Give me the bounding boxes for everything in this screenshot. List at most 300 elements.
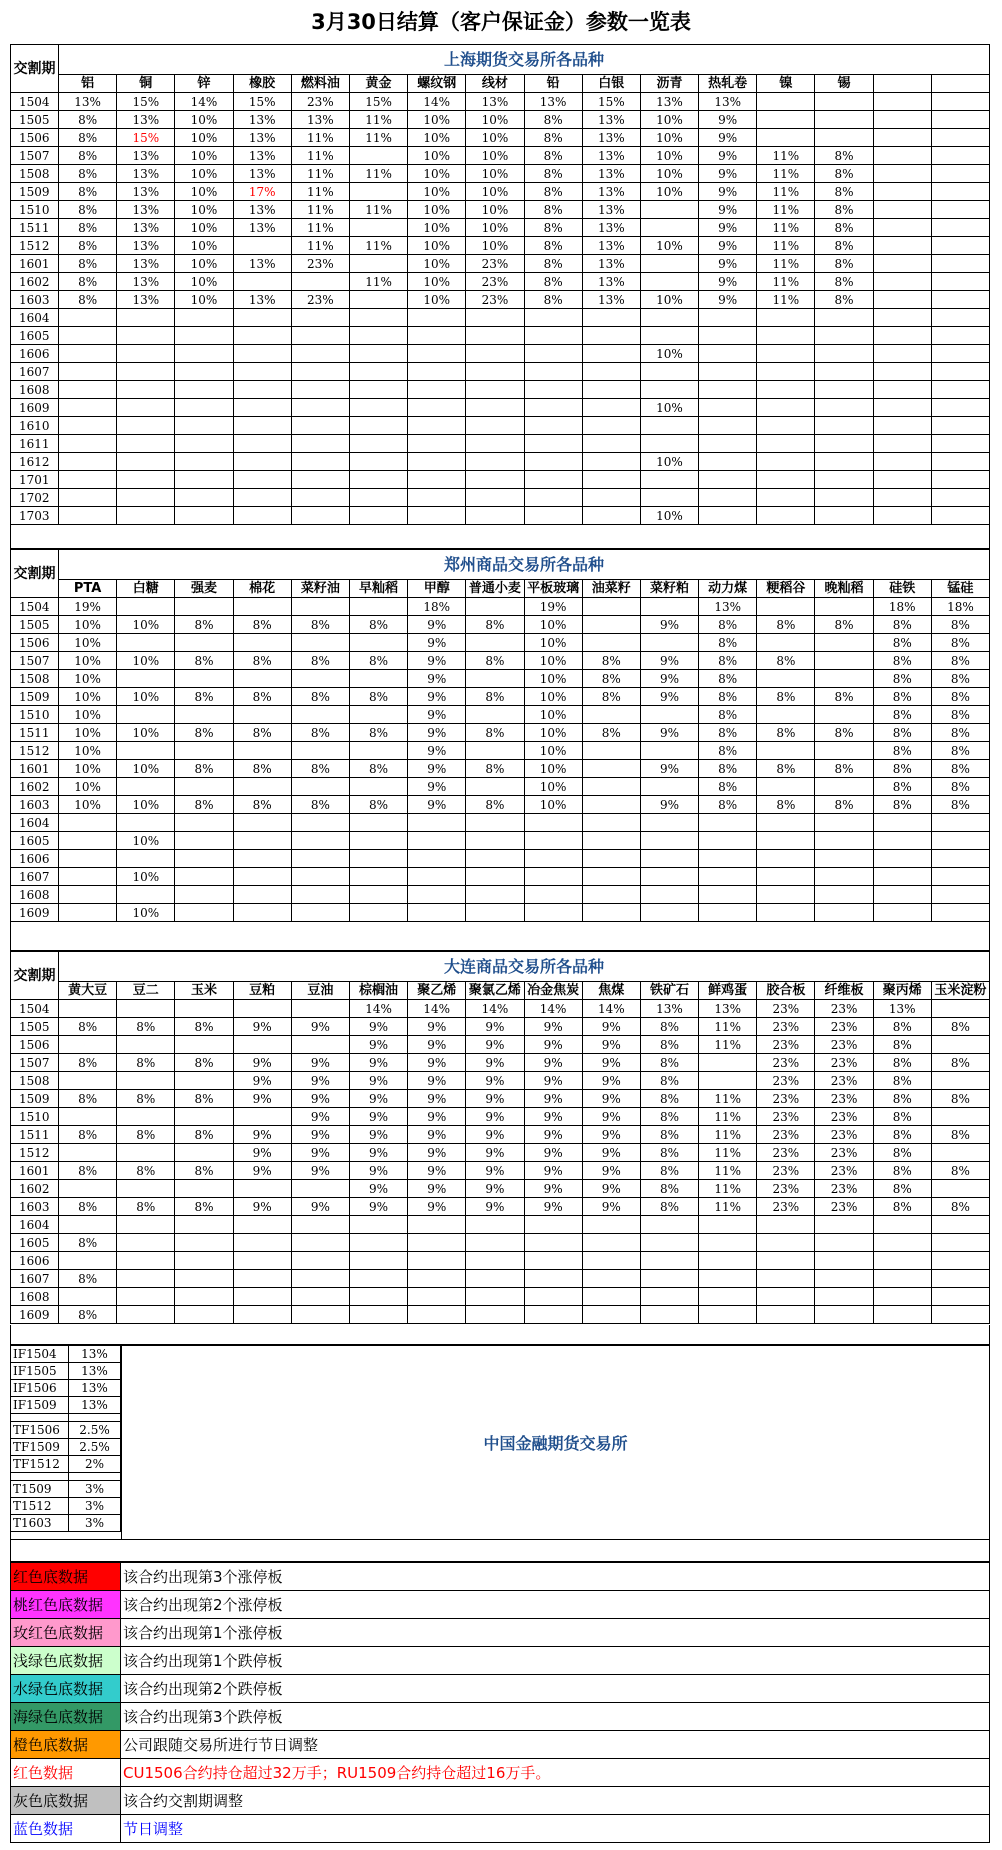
margin-cell xyxy=(233,309,291,327)
margin-cell: 9% xyxy=(408,760,466,778)
margin-cell xyxy=(117,417,175,435)
margin-cell xyxy=(291,363,349,381)
margin-cell xyxy=(815,1270,873,1288)
margin-cell xyxy=(408,309,466,327)
margin-cell: 11% xyxy=(757,183,815,201)
margin-cell xyxy=(466,1288,524,1306)
margin-cell xyxy=(757,453,815,471)
margin-cell xyxy=(175,1288,233,1306)
margin-cell: 8% xyxy=(59,237,117,255)
section-gap xyxy=(10,519,990,549)
table-row xyxy=(11,886,990,904)
legend-label: 蓝色数据 xyxy=(11,1815,121,1843)
margin-cell: 10% xyxy=(59,760,117,778)
margin-cell xyxy=(873,850,931,868)
margin-cell xyxy=(117,742,175,760)
table-row xyxy=(11,814,990,832)
margin-cell: 8% xyxy=(815,760,873,778)
margin-cell xyxy=(815,868,873,886)
margin-cell: 8% xyxy=(59,1126,117,1144)
margin-cell: 8% xyxy=(175,796,233,814)
margin-cell xyxy=(466,868,524,886)
margin-cell xyxy=(757,1288,815,1306)
margin-cell xyxy=(757,309,815,327)
margin-cell: 10% xyxy=(117,760,175,778)
margin-cell xyxy=(291,598,349,616)
margin-cell: 10% xyxy=(524,670,582,688)
margin-cell: 8% xyxy=(59,1270,117,1288)
column-header: 玉米 xyxy=(175,982,233,1000)
delivery-month: 1609 xyxy=(11,1306,59,1324)
margin-cell xyxy=(582,598,640,616)
margin-cell xyxy=(582,327,640,345)
margin-cell xyxy=(931,129,989,147)
margin-cell: 8% xyxy=(59,1234,117,1252)
margin-cell: 11% xyxy=(349,129,407,147)
margin-cell xyxy=(466,850,524,868)
margin-cell: 9% xyxy=(582,1036,640,1054)
margin-cell xyxy=(466,1270,524,1288)
margin-cell xyxy=(524,1270,582,1288)
margin-cell xyxy=(757,742,815,760)
margin-cell: 8% xyxy=(175,1090,233,1108)
margin-cell xyxy=(640,363,698,381)
margin-cell xyxy=(699,1054,757,1072)
table-row xyxy=(11,1270,990,1288)
margin-cell xyxy=(291,1036,349,1054)
margin-cell: 8% xyxy=(117,1162,175,1180)
delivery-month: 1703 xyxy=(11,507,59,525)
delivery-month: 1505 xyxy=(11,111,59,129)
table-row xyxy=(11,111,990,129)
margin-cell: 13% xyxy=(117,165,175,183)
margin-cell xyxy=(291,814,349,832)
legend-label: 浅绿色底数据 xyxy=(11,1647,121,1675)
table-row xyxy=(11,1072,990,1090)
margin-cell: 11% xyxy=(699,1126,757,1144)
margin-cell xyxy=(699,1072,757,1090)
margin-cell xyxy=(640,1252,698,1270)
margin-cell xyxy=(59,1288,117,1306)
margin-cell: 10% xyxy=(640,183,698,201)
margin-cell xyxy=(873,435,931,453)
margin-cell xyxy=(931,1306,989,1324)
margin-cell: 13% xyxy=(582,201,640,219)
column-header: 铜 xyxy=(117,75,175,93)
margin-cell: 15% xyxy=(117,93,175,111)
margin-cell xyxy=(815,886,873,904)
margin-cell: 9% xyxy=(233,1144,291,1162)
margin-cell xyxy=(757,435,815,453)
margin-cell: 10% xyxy=(466,219,524,237)
margin-cell: 8% xyxy=(524,129,582,147)
margin-cell xyxy=(175,598,233,616)
margin-cell: 10% xyxy=(466,129,524,147)
column-header: 聚氯乙烯 xyxy=(466,982,524,1000)
margin-cell: 14% xyxy=(349,1000,407,1018)
legend-label: 红色数据 xyxy=(11,1759,121,1787)
margin-cell xyxy=(175,778,233,796)
delivery-month: 1504 xyxy=(11,93,59,111)
margin-cell xyxy=(233,327,291,345)
margin-cell xyxy=(349,1216,407,1234)
margin-cell: 10% xyxy=(524,796,582,814)
margin-cell xyxy=(466,634,524,652)
margin-cell: 13% xyxy=(233,219,291,237)
delivery-month: 1508 xyxy=(11,670,59,688)
margin-cell: 8% xyxy=(524,219,582,237)
delivery-month: 1610 xyxy=(11,417,59,435)
cffex-contract-code: IF1504 xyxy=(11,1346,69,1363)
margin-cell xyxy=(931,417,989,435)
table-row xyxy=(11,598,990,616)
margin-cell xyxy=(699,1288,757,1306)
margin-cell xyxy=(117,670,175,688)
delivery-period-label: 交割期 xyxy=(11,550,59,598)
margin-cell xyxy=(815,904,873,922)
margin-cell xyxy=(466,778,524,796)
margin-cell: 13% xyxy=(699,93,757,111)
margin-cell: 13% xyxy=(117,237,175,255)
table-row xyxy=(11,724,990,742)
margin-cell: 8% xyxy=(175,1054,233,1072)
margin-cell: 23% xyxy=(291,255,349,273)
margin-cell xyxy=(873,363,931,381)
margin-cell xyxy=(524,471,582,489)
margin-cell xyxy=(640,868,698,886)
margin-cell xyxy=(233,1036,291,1054)
margin-cell: 13% xyxy=(582,165,640,183)
margin-cell xyxy=(931,147,989,165)
margin-cell xyxy=(175,417,233,435)
legend-description: 该合约出现第3个跌停板 xyxy=(121,1703,990,1731)
table-row xyxy=(11,345,990,363)
margin-cell: 19% xyxy=(59,598,117,616)
margin-cell: 8% xyxy=(815,237,873,255)
delivery-month: 1605 xyxy=(11,1234,59,1252)
margin-cell: 9% xyxy=(291,1054,349,1072)
margin-cell: 8% xyxy=(640,1162,698,1180)
margin-cell: 10% xyxy=(175,165,233,183)
margin-cell: 8% xyxy=(873,1018,931,1036)
column-header: 铁矿石 xyxy=(640,982,698,1000)
column-header: 黄大豆 xyxy=(59,982,117,1000)
margin-cell xyxy=(524,1234,582,1252)
margin-cell: 10% xyxy=(59,706,117,724)
margin-cell xyxy=(466,832,524,850)
margin-cell: 11% xyxy=(699,1108,757,1126)
margin-cell xyxy=(873,868,931,886)
margin-cell: 10% xyxy=(175,201,233,219)
margin-cell: 8% xyxy=(931,634,989,652)
margin-cell: 8% xyxy=(349,724,407,742)
margin-cell: 10% xyxy=(524,742,582,760)
margin-cell: 9% xyxy=(408,1018,466,1036)
margin-cell xyxy=(117,1252,175,1270)
margin-cell: 10% xyxy=(408,255,466,273)
margin-cell xyxy=(815,327,873,345)
margin-cell xyxy=(59,814,117,832)
margin-cell xyxy=(117,1288,175,1306)
column-header: 豆油 xyxy=(291,982,349,1000)
margin-cell xyxy=(291,868,349,886)
margin-cell xyxy=(466,1216,524,1234)
margin-cell xyxy=(291,670,349,688)
table-row xyxy=(11,1036,990,1054)
margin-cell xyxy=(757,868,815,886)
margin-cell: 8% xyxy=(757,616,815,634)
table-row xyxy=(11,1054,990,1072)
margin-cell xyxy=(931,1288,989,1306)
margin-cell: 13% xyxy=(582,129,640,147)
margin-cell xyxy=(466,814,524,832)
delivery-month: 1607 xyxy=(11,1270,59,1288)
margin-cell xyxy=(291,778,349,796)
margin-cell: 8% xyxy=(640,1036,698,1054)
legend-label: 灰色底数据 xyxy=(11,1787,121,1815)
cffex-contract-code: IF1505 xyxy=(11,1363,69,1380)
margin-cell xyxy=(931,1180,989,1198)
margin-cell: 8% xyxy=(699,670,757,688)
margin-cell xyxy=(640,219,698,237)
delivery-month: 1609 xyxy=(11,904,59,922)
column-header: 冶金焦炭 xyxy=(524,982,582,1000)
margin-cell xyxy=(117,1000,175,1018)
delivery-month: 1702 xyxy=(11,489,59,507)
margin-cell: 10% xyxy=(640,291,698,309)
delivery-month: 1611 xyxy=(11,435,59,453)
margin-cell: 8% xyxy=(873,616,931,634)
margin-cell xyxy=(757,129,815,147)
margin-cell xyxy=(117,435,175,453)
margin-cell xyxy=(524,832,582,850)
margin-cell xyxy=(466,598,524,616)
cffex-contract-code: T1509 xyxy=(11,1481,69,1498)
margin-cell xyxy=(59,1252,117,1270)
margin-cell xyxy=(291,309,349,327)
margin-cell xyxy=(349,1234,407,1252)
margin-cell xyxy=(349,598,407,616)
margin-cell xyxy=(59,471,117,489)
margin-cell xyxy=(815,598,873,616)
table-row xyxy=(11,1288,990,1306)
margin-cell xyxy=(931,471,989,489)
margin-cell: 9% xyxy=(408,724,466,742)
section-gap xyxy=(10,1540,990,1562)
margin-cell xyxy=(815,435,873,453)
margin-cell xyxy=(466,381,524,399)
delivery-month: 1507 xyxy=(11,147,59,165)
margin-cell xyxy=(117,1306,175,1324)
margin-cell: 9% xyxy=(291,1072,349,1090)
margin-cell xyxy=(466,1234,524,1252)
column-header: 强麦 xyxy=(175,580,233,598)
margin-cell xyxy=(291,742,349,760)
margin-cell xyxy=(582,471,640,489)
margin-cell: 8% xyxy=(524,183,582,201)
margin-cell: 8% xyxy=(59,219,117,237)
margin-cell xyxy=(291,1288,349,1306)
margin-cell xyxy=(873,453,931,471)
legend-description: 该合约出现第1个跌停板 xyxy=(121,1647,990,1675)
margin-cell: 23% xyxy=(757,1054,815,1072)
margin-cell: 13% xyxy=(582,255,640,273)
margin-cell xyxy=(640,814,698,832)
column-header: 聚丙烯 xyxy=(873,982,931,1000)
margin-cell xyxy=(699,1216,757,1234)
margin-cell xyxy=(117,1144,175,1162)
delivery-month: 1608 xyxy=(11,381,59,399)
table-row xyxy=(11,381,990,399)
margin-cell: 10% xyxy=(640,147,698,165)
margin-cell: 13% xyxy=(233,165,291,183)
margin-cell: 8% xyxy=(757,760,815,778)
margin-cell: 13% xyxy=(640,93,698,111)
margin-cell: 14% xyxy=(524,1000,582,1018)
margin-cell: 8% xyxy=(59,1090,117,1108)
margin-cell xyxy=(233,742,291,760)
margin-cell: 9% xyxy=(640,688,698,706)
margin-cell: 8% xyxy=(59,129,117,147)
margin-cell: 8% xyxy=(931,778,989,796)
margin-cell xyxy=(873,147,931,165)
table-row xyxy=(11,129,990,147)
margin-cell xyxy=(931,363,989,381)
margin-cell: 8% xyxy=(815,724,873,742)
margin-cell xyxy=(524,868,582,886)
margin-cell: 10% xyxy=(175,219,233,237)
margin-cell xyxy=(757,832,815,850)
margin-cell xyxy=(349,634,407,652)
margin-cell xyxy=(582,381,640,399)
margin-cell: 11% xyxy=(699,1090,757,1108)
margin-cell: 8% xyxy=(873,1180,931,1198)
margin-cell xyxy=(815,93,873,111)
legend-row xyxy=(11,1759,990,1787)
margin-cell: 11% xyxy=(291,201,349,219)
margin-cell: 19% xyxy=(524,598,582,616)
margin-cell: 8% xyxy=(873,796,931,814)
margin-cell: 10% xyxy=(408,129,466,147)
margin-cell: 9% xyxy=(291,1126,349,1144)
margin-cell: 9% xyxy=(699,201,757,219)
column-header: 锡 xyxy=(815,75,873,93)
margin-cell: 23% xyxy=(466,255,524,273)
margin-cell: 9% xyxy=(233,1126,291,1144)
margin-cell: 13% xyxy=(117,183,175,201)
margin-cell: 23% xyxy=(815,1126,873,1144)
margin-cell: 8% xyxy=(873,652,931,670)
table-row xyxy=(11,363,990,381)
margin-cell xyxy=(175,1234,233,1252)
margin-cell: 10% xyxy=(466,111,524,129)
margin-cell: 9% xyxy=(466,1054,524,1072)
margin-cell xyxy=(815,111,873,129)
cffex-contract-row xyxy=(11,1397,121,1414)
margin-cell: 8% xyxy=(175,724,233,742)
margin-cell: 10% xyxy=(59,670,117,688)
margin-cell xyxy=(59,381,117,399)
margin-cell: 8% xyxy=(59,201,117,219)
margin-cell: 10% xyxy=(117,904,175,922)
delivery-month: 1601 xyxy=(11,1162,59,1180)
margin-cell: 10% xyxy=(59,796,117,814)
cffex-title: 中国金融期货交易所 xyxy=(121,1346,989,1539)
margin-cell xyxy=(524,1288,582,1306)
margin-cell xyxy=(408,363,466,381)
margin-cell: 10% xyxy=(175,111,233,129)
margin-cell: 11% xyxy=(699,1162,757,1180)
margin-cell: 9% xyxy=(699,165,757,183)
column-header: 甲醇 xyxy=(408,580,466,598)
margin-cell xyxy=(175,1216,233,1234)
margin-cell: 8% xyxy=(524,201,582,219)
margin-cell: 9% xyxy=(466,1072,524,1090)
legend-row xyxy=(11,1731,990,1759)
margin-cell: 8% xyxy=(59,291,117,309)
margin-cell xyxy=(233,345,291,363)
margin-cell xyxy=(873,489,931,507)
margin-cell: 9% xyxy=(524,1018,582,1036)
margin-cell xyxy=(175,1252,233,1270)
margin-cell xyxy=(291,904,349,922)
margin-cell xyxy=(757,814,815,832)
legend-row xyxy=(11,1619,990,1647)
margin-cell xyxy=(291,399,349,417)
margin-cell: 10% xyxy=(59,616,117,634)
margin-cell xyxy=(757,381,815,399)
margin-cell xyxy=(757,634,815,652)
delivery-month: 1603 xyxy=(11,1198,59,1216)
cffex-margin-value: 3% xyxy=(69,1498,121,1515)
cffex-margin-value: 13% xyxy=(69,1397,121,1414)
cffex-spacer xyxy=(11,1473,121,1481)
delivery-month: 1504 xyxy=(11,598,59,616)
delivery-month: 1609 xyxy=(11,399,59,417)
margin-cell xyxy=(175,1270,233,1288)
margin-cell xyxy=(349,183,407,201)
margin-cell: 11% xyxy=(757,273,815,291)
margin-cell: 8% xyxy=(815,273,873,291)
delivery-month: 1602 xyxy=(11,778,59,796)
margin-cell xyxy=(291,1234,349,1252)
margin-cell xyxy=(349,489,407,507)
margin-cell: 9% xyxy=(582,1126,640,1144)
delivery-month: 1512 xyxy=(11,1144,59,1162)
margin-cell: 8% xyxy=(815,201,873,219)
margin-cell: 9% xyxy=(524,1198,582,1216)
margin-cell xyxy=(233,237,291,255)
margin-cell xyxy=(815,670,873,688)
margin-cell xyxy=(117,1108,175,1126)
margin-cell xyxy=(408,868,466,886)
margin-cell xyxy=(931,273,989,291)
legend-label: 水绿色底数据 xyxy=(11,1675,121,1703)
margin-cell xyxy=(524,886,582,904)
table-row xyxy=(11,219,990,237)
table-row xyxy=(11,273,990,291)
margin-cell xyxy=(466,742,524,760)
margin-cell xyxy=(640,1270,698,1288)
margin-cell xyxy=(582,616,640,634)
cffex-contract-row xyxy=(11,1380,121,1397)
column-header: 豆粕 xyxy=(233,982,291,1000)
margin-cell: 8% xyxy=(59,1054,117,1072)
section-gap xyxy=(10,921,990,951)
margin-cell xyxy=(815,778,873,796)
margin-cell xyxy=(873,399,931,417)
margin-cell: 8% xyxy=(873,634,931,652)
